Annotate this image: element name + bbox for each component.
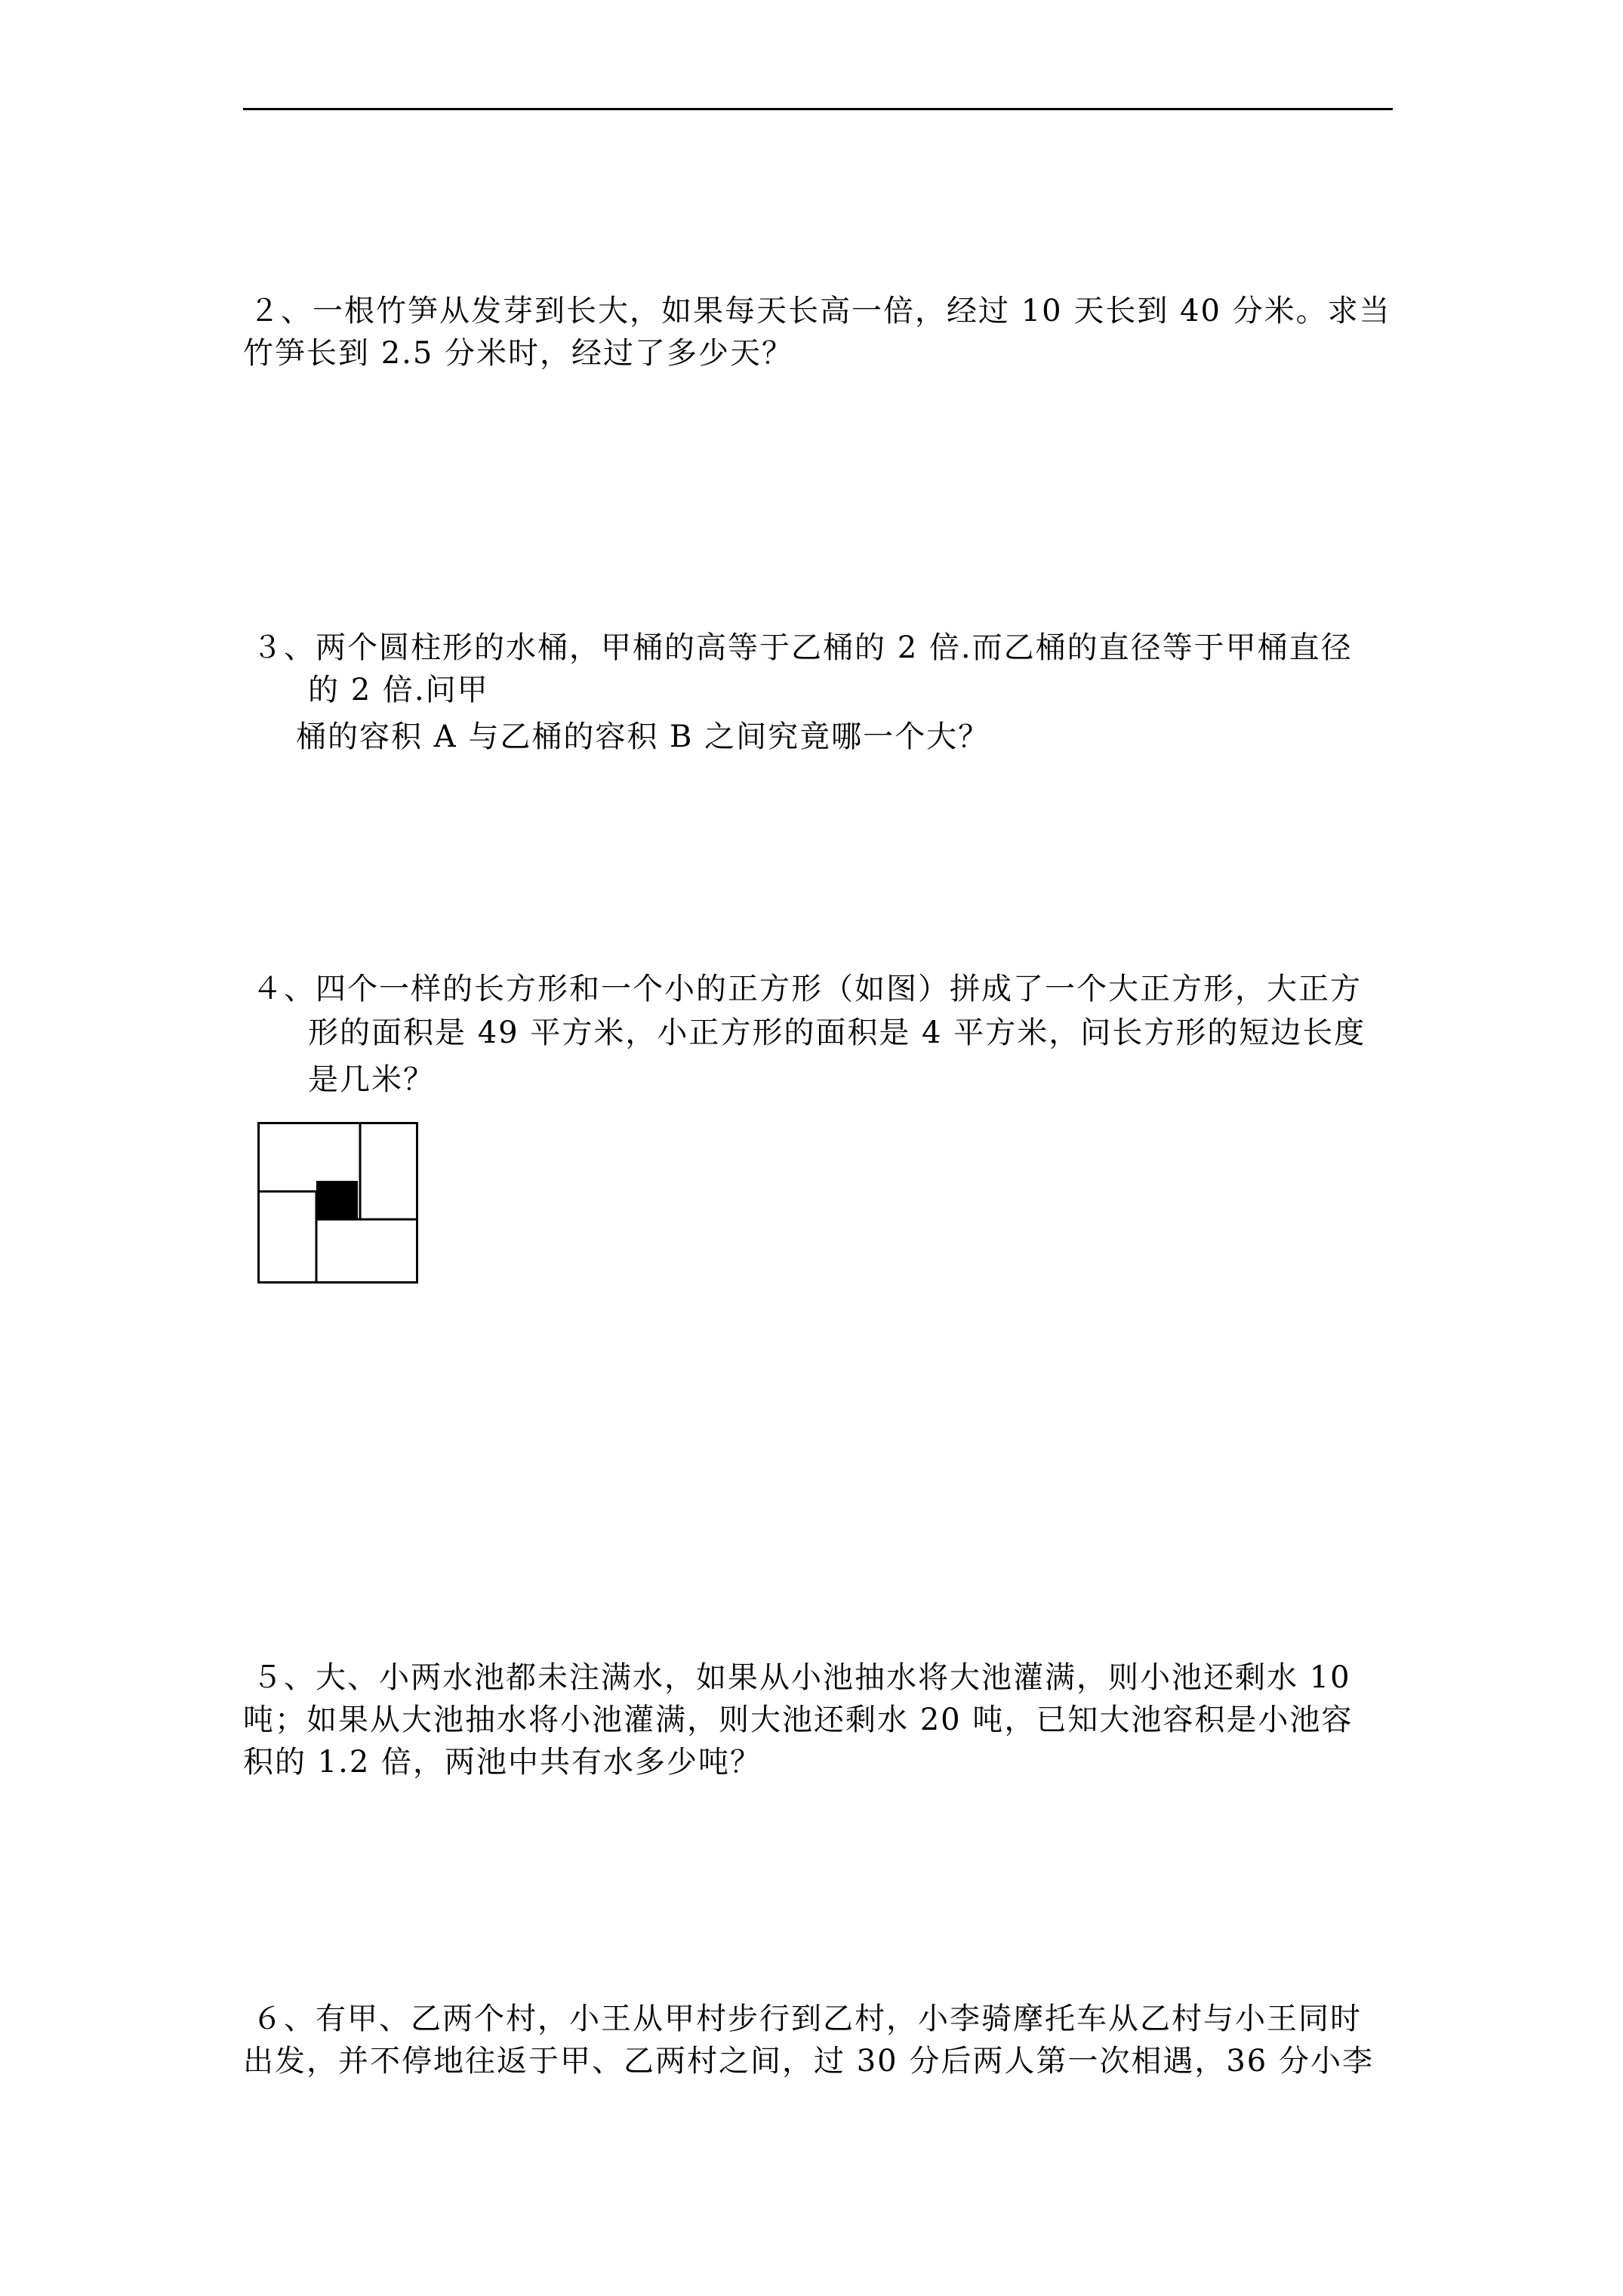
small-center-square bbox=[316, 1181, 358, 1219]
problem-6-line-1: ６、有甲、乙两个村，小王从甲村步行到乙村，小李骑摩托车从乙村与小王同时 bbox=[252, 2002, 1362, 2036]
problem-6-line-2: 出发，并不停地往返于甲、乙两村之间，过 30 分后两人第一次相遇，36 分小李 bbox=[243, 2044, 1374, 2079]
problem-3-line-2: 的 2 倍.问甲 bbox=[308, 673, 489, 707]
problem-3-line-1: ３、两个圆柱形的水桶，甲桶的高等于乙桶的 2 倍.而乙桶的直径等于甲桶直径 bbox=[252, 630, 1353, 665]
problem-5-line-3: 积的 1.2 倍，两池中共有水多少吨？ bbox=[243, 1745, 762, 1780]
problem-2-line-1: ２、一根竹笋从发芽到长大，如果每天长高一倍，经过 10 天长到 40 分米。求当 bbox=[249, 294, 1391, 328]
problem-3-line-3: 桶的容积 A 与乙桶的容积 B 之间究竟哪一个大？ bbox=[296, 720, 990, 754]
problem-2-line-2: 竹笋长到 2.5 分米时，经过了多少天？ bbox=[243, 336, 794, 371]
problem-4-line-3: 是几米？ bbox=[308, 1062, 435, 1097]
problem-5-line-1: ５、大、小两水池都未注满水，如果从小池抽水将大池灌满，则小池还剩水 10 bbox=[252, 1660, 1351, 1695]
problem-5-line-2: 吨；如果从大池抽水将小池灌满，则大池还剩水 20 吨，已知大池容积是小池容 bbox=[243, 1703, 1354, 1737]
problem-4-line-2: 形的面积是 49 平方米，小正方形的面积是 4 平方米，问长方形的短边长度 bbox=[308, 1015, 1366, 1050]
problem-4-line-1: ４、四个一样的长方形和一个小的正方形（如图）拼成了一个大正方形，大正方 bbox=[252, 972, 1362, 1006]
header-rule bbox=[243, 108, 1393, 110]
square-puzzle-figure bbox=[257, 1122, 418, 1284]
